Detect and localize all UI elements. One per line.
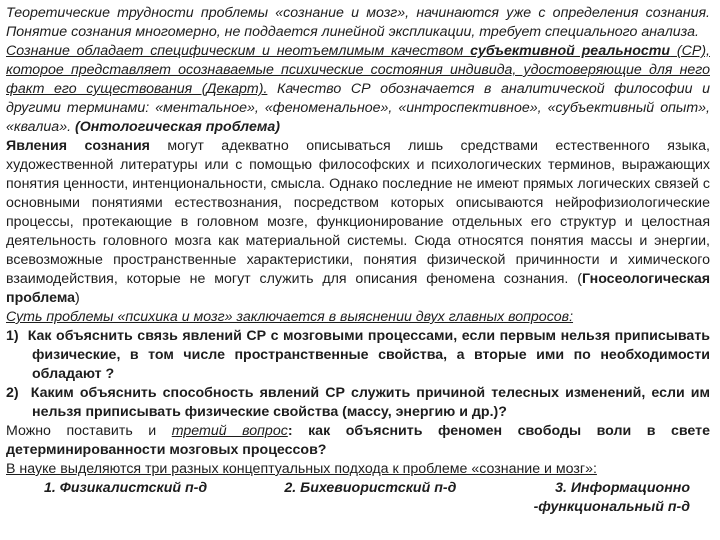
- question-1-number: 1): [6, 328, 19, 344]
- phenomena-text: могут адекватно описываться лишь средствами естественного языка, художественной литературы или с помощью философских и психологических терминов, выражающих понятия ценности, интенциональности, смысла. Однако последние не имеют прямых логических связей с основными понятиями естествознания, посредством которых описываются нейрофизиологические процессы, протекающие в головном мозге, функционирование отдельных его структур и целостная деятельность головного мозга как материальной системы. Сюда относятся понятия массы и энергии, всевозможные пространственные характеристики, понятия физической причинности и химического взаимодействия, которые не могут служить для описания феномена сознания.: [6, 138, 710, 287]
- question-2-text: Каким объяснить способность явлений СР служить причиной телесных изменений, если им нельзя приписывать физические свойства (массу, энергию и др.)?: [30, 385, 710, 420]
- sr-term: субъективной реальности: [470, 43, 671, 59]
- approach-informational-line2: -функциональный п-д: [533, 499, 690, 515]
- approach-informational: [534, 479, 710, 517]
- problem-essence: Суть проблемы «психика и мозг» заключается в выяснении двух главных вопросов:: [6, 309, 574, 325]
- phenomena-term: Явления сознания: [6, 138, 150, 154]
- subjective-reality-paragraph: [6, 42, 710, 137]
- intro-paragraph: Теоретические трудности проблемы «сознание и мозг», начинаются уже с определения сознания. Понятие сознания многомерно, не поддается линейной экспликации, требует специального анализа.: [6, 5, 710, 40]
- sr-definition-part1: Сознание обладает специфическим и неотъемлимым качеством: [6, 43, 471, 59]
- question-2: [6, 384, 710, 422]
- question-1-text: Как объяснить связь явлений СР с мозговыми процессами, если первым нельзя приписывать физические, в том числе пространственные свойства, а вторые ими по необходимости обладают ?: [27, 328, 710, 382]
- ontological-problem-label: (Онтологическая проблема): [71, 119, 280, 135]
- third-question-paragraph: [6, 422, 710, 460]
- third-question-prefix: Можно поставить и: [6, 423, 172, 439]
- sr-definition-part2: (СР), которое представляет осознаваемые психические состояния индивида, удостоверяющие для него факт его существования (Декарт).: [6, 43, 710, 97]
- approaches-list: [6, 479, 710, 517]
- phenomena-paragraph: [6, 137, 710, 308]
- epistemological-problem-label: Гносеологическая проблема: [6, 271, 710, 306]
- question-2-number: 2): [6, 385, 19, 401]
- third-question-term: третий вопрос: [171, 423, 288, 439]
- approach-informational-line1: 3. Информационно: [555, 480, 690, 496]
- approaches-heading: В науке выделяются три разных концептуальных подхода к проблеме «сознание и мозг»:: [6, 461, 597, 477]
- approach-behaviorist: 2. Бихевиористский п-д: [284, 480, 457, 496]
- question-1: [6, 327, 710, 384]
- document-page: [6, 4, 710, 517]
- sr-definition-part3: Качество СР обозначается в аналитической философии и другими терминами: «ментальное», «феноменальное», «интроспективное», «субъективный опыт», «квалиа».: [6, 81, 711, 135]
- paren-open: (: [568, 271, 582, 287]
- third-question-text: : как объяснить феномен свободы воли в свете детерминированности мозговых процессов?: [6, 423, 710, 458]
- approach-physicalist: 1. Физикалистский п-д: [44, 480, 208, 496]
- paren-close: ): [75, 290, 80, 306]
